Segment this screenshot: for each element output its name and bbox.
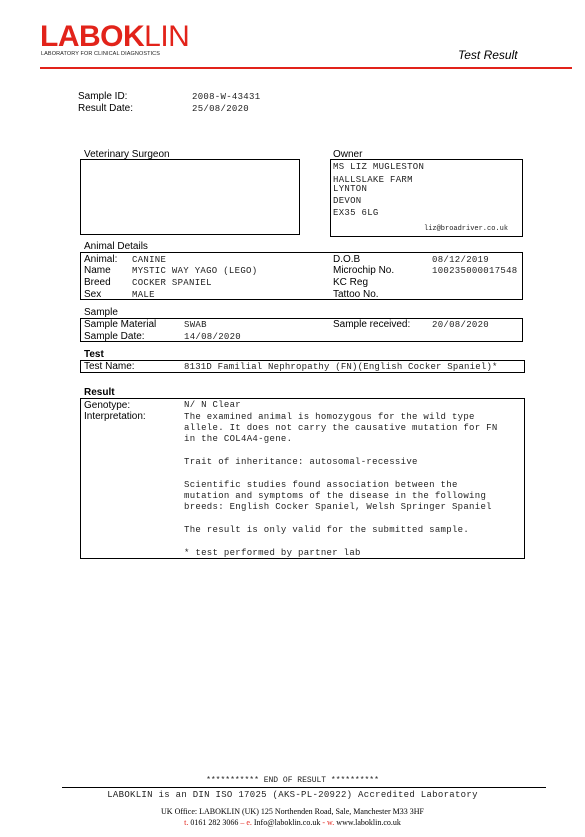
owner-line: DEVON	[333, 196, 362, 206]
breed-label: Breed	[84, 277, 111, 288]
header-divider	[40, 67, 572, 69]
tattoo-label: Tattoo No.	[333, 289, 379, 300]
genotype-label: Genotype:	[84, 400, 131, 411]
microchip-label: Microchip No.	[333, 265, 395, 276]
accreditation-text: LABOKLIN is an DIN ISO 17025 (AKS-PL-20922) Accredited Laboratory	[107, 790, 478, 800]
animal-value: CANINE	[132, 255, 167, 265]
interpretation-label: Interpretation:	[84, 411, 146, 422]
separator: -	[322, 818, 326, 827]
vet-box	[80, 159, 300, 235]
vet-label: Veterinary Surgeon	[84, 149, 170, 160]
animal-label: Animal:	[84, 254, 118, 265]
sex-label: Sex	[84, 289, 102, 300]
test-heading: Test	[84, 349, 104, 360]
genotype-value: N/ N Clear	[184, 400, 242, 410]
name-label: Name	[84, 265, 111, 276]
animal-right-rule	[522, 252, 523, 299]
interpretation-line: mutation and symptoms of the disease in the following	[184, 491, 487, 501]
sample-received-value: 20/08/2020	[432, 320, 490, 330]
interpretation-line: Trait of inheritance: autosomal-recessive	[184, 457, 418, 467]
test-name-label: Test Name:	[84, 361, 135, 372]
kc-reg-label: KC Reg	[333, 277, 369, 288]
footer-rule	[62, 787, 546, 788]
owner-line: HALLSLAKE FARM	[333, 175, 413, 185]
interpretation-line: allele. It does not carry the causative mutation for FN	[184, 423, 498, 433]
sample-heading: Sample	[84, 307, 118, 318]
sex-value: MALE	[132, 290, 155, 300]
owner-line: MS LIZ MUGLESTON	[333, 162, 425, 172]
email-prefix: e.	[246, 818, 252, 827]
interpretation-line: breeds: English Cocker Spaniel, Welsh Springer Spaniel	[184, 502, 492, 512]
animal-top-rule	[80, 252, 523, 253]
breed-value: COCKER SPANIEL	[132, 278, 212, 288]
interpretation-line: in the COL4A4-gene.	[184, 434, 293, 444]
sample-id-label: Sample ID:	[78, 91, 128, 102]
animal-details-heading: Animal Details	[84, 241, 148, 252]
sample-material-label: Sample Material	[84, 319, 157, 330]
sample-received-label: Sample received:	[333, 319, 411, 330]
tel-prefix: t.	[184, 818, 189, 827]
separator: –	[240, 818, 245, 827]
name-value: MYSTIC WAY YAGO (LEGO)	[132, 266, 258, 276]
contact-line	[0, 818, 585, 827]
website-link[interactable]: www.laboklin.co.uk	[336, 818, 401, 827]
document-title: Test Result	[458, 48, 518, 62]
interpretation-line: The result is only valid for the submitted sample.	[184, 525, 470, 535]
interpretation-line: * test performed by partner lab	[184, 548, 361, 558]
logo-subtitle: LABORATORY FOR CLINICAL DIAGNOSTICS	[41, 51, 161, 57]
test-name-value: 8131D Familial Nephropathy (FN)(English Cocker Spaniel)*	[184, 362, 498, 372]
microchip-value: 100235000017548	[432, 266, 518, 276]
interpretation-line: Scientific studies found association between the	[184, 480, 458, 490]
owner-line: LYNTON	[333, 184, 368, 194]
office-address: UK Office: LABOKLIN (UK) 125 Northenden Road, Sale, Manchester M33 3HF	[161, 807, 424, 816]
sample-date-value: 14/08/2020	[184, 332, 242, 342]
sample-date-label: Sample Date:	[84, 331, 145, 342]
interpretation-line: The examined animal is homozygous for the wild type	[184, 412, 475, 422]
sample-id-value: 2008-W-43431	[192, 92, 261, 102]
animal-left-rule	[80, 252, 81, 299]
owner-email: liz@broadriver.co.uk	[424, 225, 509, 233]
phone-number: 0161 282 3066	[190, 818, 239, 827]
end-of-result: *********** END OF RESULT **********	[206, 776, 379, 785]
dob-label: D.O.B	[333, 254, 361, 265]
result-date-label: Result Date:	[78, 103, 134, 114]
result-heading: Result	[84, 387, 115, 398]
owner-line: EX35 6LG	[333, 208, 379, 218]
dob-value: 08/12/2019	[432, 255, 490, 265]
web-prefix: w.	[327, 818, 335, 827]
email-address[interactable]: Info@laboklin.co.uk	[253, 818, 321, 827]
owner-label: Owner	[333, 149, 363, 160]
result-date-value: 25/08/2020	[192, 104, 250, 114]
laboklin-logo: LABOKLIN	[40, 20, 190, 53]
sample-material-value: SWAB	[184, 320, 207, 330]
